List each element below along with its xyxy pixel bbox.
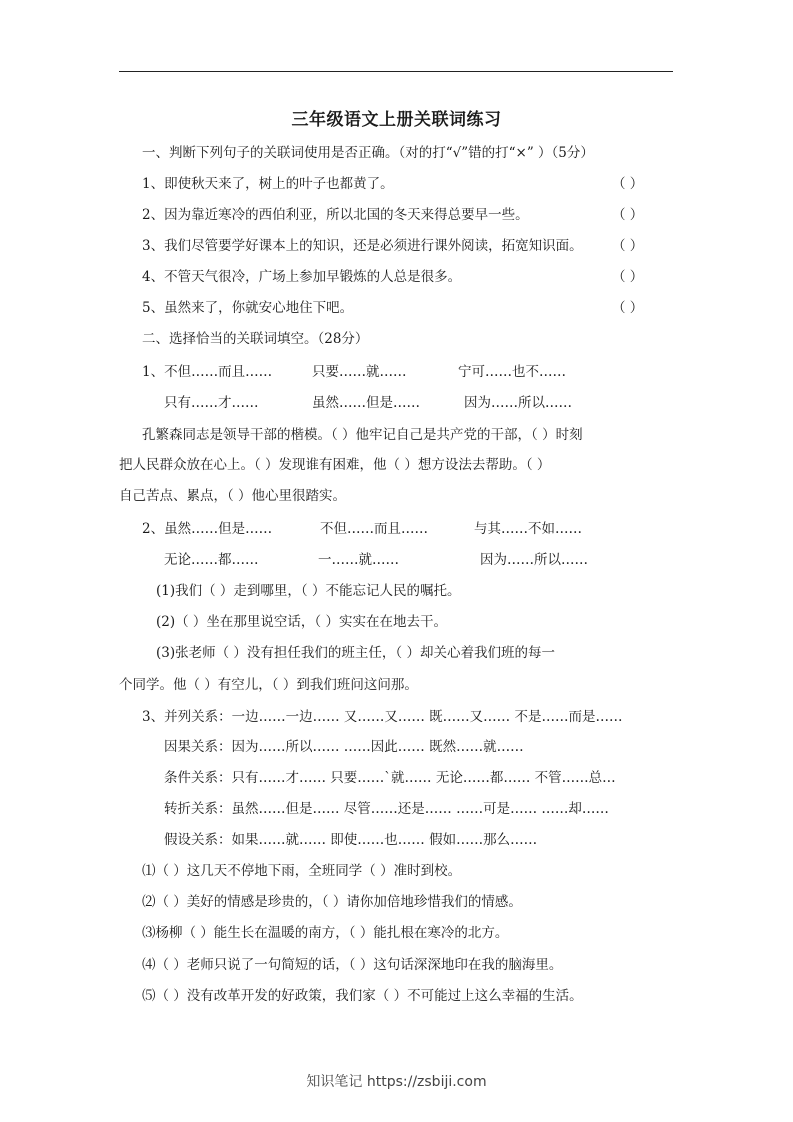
section2-heading: 二、选择恰当的关联词填空。（28分） — [142, 331, 369, 347]
q3-item-5: ⑸（ ）没有改革开发的好政策，我们家（ ）不可能过上这么幸福的生活。 — [142, 988, 583, 1004]
q2-item-1: (1)我们（ ）走到哪里，（ ）不能忘记人民的嘱托。 — [156, 583, 461, 599]
q3-relation-adversative: 转折关系：虽然……但是…… 尽管……还是…… ……可是…… ……却…… — [164, 801, 609, 817]
q3-relation-parallel: 3、并列关系：一边……一边…… 又……又…… 既……又…… 不是……而是…… — [142, 709, 623, 725]
judge-answer-2[interactable]: （ ） — [612, 207, 644, 223]
page-title: 三年级语文上册关联词练习 — [291, 110, 502, 130]
judge-item-1: 1、即使秋天来了，树上的叶子也都黄了。 — [142, 176, 394, 192]
q2-option: 因为……所以…… — [480, 552, 588, 568]
q3-item-3: ⑶杨柳（ ）能生长在温暖的南方，（ ）能扎根在寒冷的北方。 — [142, 925, 509, 941]
judge-answer-3[interactable]: （ ） — [612, 238, 644, 254]
q2-item-2: (2)（ ）坐在那里说空话，（ ）实实在在地去干。 — [156, 614, 447, 630]
q1-option: 1、不但……而且…… — [142, 364, 273, 380]
judge-item-4: 4、不管天气很冷，广场上参加早锻炼的人总是很多。 — [142, 269, 462, 285]
q2-option: 2、虽然……但是…… — [142, 521, 273, 537]
judge-item-3: 3、我们尽管要学好课本上的知识，还是必须进行课外阅读，拓宽知识面。 — [142, 238, 583, 254]
q1-option: 宁可……也不…… — [458, 364, 566, 380]
q3-item-2: ⑵（ ）美好的情感是珍贵的，（ ）请你加倍地珍惜我们的情感。 — [142, 894, 522, 910]
q2-option: 不但……而且…… — [320, 521, 428, 537]
judge-answer-5[interactable]: （ ） — [612, 300, 644, 316]
judge-answer-4[interactable]: （ ） — [612, 269, 644, 285]
judge-item-2: 2、因为靠近寒冷的西伯利亚，所以北国的冬天来得总要早一些。 — [142, 207, 529, 223]
q1-option: 只有……才…… — [164, 395, 259, 411]
q2-option: 无论……都…… — [164, 552, 259, 568]
judge-item-5: 5、虽然来了，你就安心地住下吧。 — [142, 300, 354, 316]
page-footer: 知识笔记 https://zsbiji.com — [306, 1074, 487, 1090]
q2-item-3-cont: 个同学。他（ ）有空儿，（ ）到我们班问这问那。 — [119, 677, 418, 693]
q3-relation-hypothetical: 假设关系：如果……就…… 即使……也…… 假如……那么…… — [164, 832, 538, 848]
q1-paragraph-line: 把人民群众放在心上。（ ）发现谁有困难，他（ ）想方设法去帮助。（ ） — [119, 457, 551, 473]
judge-answer-1[interactable]: （ ） — [612, 176, 644, 192]
q3-relation-causal: 因果关系：因为……所以…… ……因此…… 既然……就…… — [164, 739, 524, 755]
q3-relation-conditional: 条件关系：只有……才…… 只要……`就…… 无论……都…… 不管……总… — [164, 770, 616, 786]
q1-option: 虽然……但是…… — [312, 395, 420, 411]
q3-item-4: ⑷（ ）老师只说了一句简短的话，（ ）这句话深深地印在我的脑海里。 — [142, 957, 563, 973]
header-rule — [119, 71, 673, 72]
q3-item-1: ⑴（ ）这几天不停地下雨，全班同学（ ）准时到校。 — [142, 863, 462, 879]
q1-paragraph-line: 自己苦点、累点，（ ）他心里很踏实。 — [119, 488, 347, 504]
section1-heading: 一、判断下列句子的关联词使用是否正确。（对的打“√”错的打“×” ）（5分） — [142, 145, 594, 161]
q1-paragraph-line: 孔繁森同志是领导干部的楷模。（ ）他牢记自己是共产党的干部，（ ）时刻 — [142, 427, 583, 443]
q2-item-3: (3)张老师（ ）没有担任我们的班主任，（ ）却关心着我们班的每一 — [156, 645, 555, 661]
q1-option: 只要……就…… — [312, 364, 407, 380]
q2-option: 与其……不如…… — [474, 521, 582, 537]
q1-option: 因为……所以…… — [464, 395, 572, 411]
q2-option: 一……就…… — [318, 552, 399, 568]
